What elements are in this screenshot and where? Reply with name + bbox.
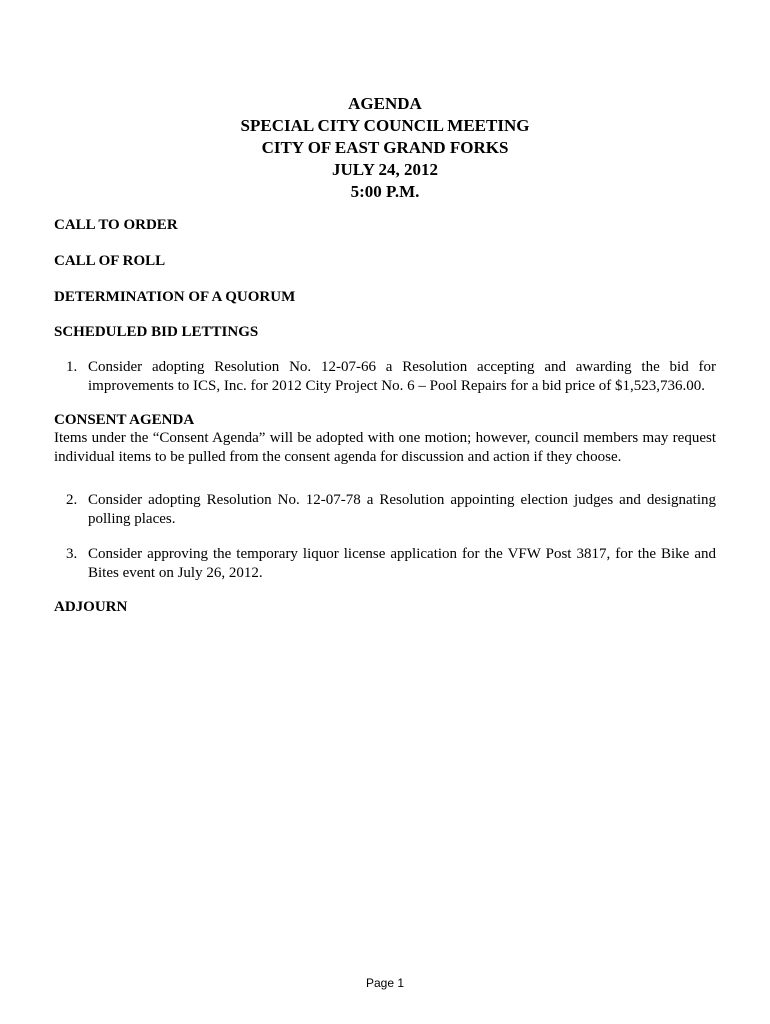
page-number: Page 1: [365, 976, 405, 990]
agenda-item-3: [54, 545, 716, 583]
agenda-item-number: 3.: [66, 546, 78, 562]
section-consent-agenda: CONSENT AGENDA: [54, 412, 195, 428]
agenda-item-1: [54, 358, 716, 396]
section-adjourn: ADJOURN: [54, 599, 128, 615]
header-date: JULY 24, 2012: [332, 160, 438, 179]
agenda-item-number: 1.: [66, 359, 78, 375]
section-bid-lettings: SCHEDULED BID LETTINGS: [54, 324, 259, 340]
agenda-item-number: 2.: [66, 492, 78, 508]
agenda-item-text: Consider approving the temporary liquor license application for the VFW Post 3817, for the Bike and Bites event on July 26, 2012.: [88, 546, 716, 581]
agenda-item-2: [54, 491, 716, 529]
section-quorum: DETERMINATION OF A QUORUM: [54, 289, 296, 305]
header-title: AGENDA: [348, 94, 422, 113]
header-meeting-type: SPECIAL CITY COUNCIL MEETING: [240, 116, 530, 135]
consent-agenda-description: Items under the “Consent Agenda” will be adopted with one motion; however, council members may request individual items to be pulled from the consent agenda for discussion and action if they choose.: [54, 430, 716, 465]
header-city: CITY OF EAST GRAND FORKS: [261, 138, 509, 157]
agenda-item-text: Consider adopting Resolution No. 12-07-78 a Resolution appointing election judges and designating polling places.: [88, 492, 716, 527]
header-time: 5:00 P.M.: [350, 182, 420, 201]
section-call-to-order: CALL TO ORDER: [54, 217, 178, 233]
agenda-item-text: Consider adopting Resolution No. 12-07-66 a Resolution accepting and awarding the bid for improvements to ICS, Inc. for 2012 City Project No. 6 – Pool Repairs for a bid price of $1,523,736.00.: [88, 359, 716, 394]
section-call-of-roll: CALL OF ROLL: [54, 253, 166, 269]
agenda-header: [0, 93, 770, 203]
